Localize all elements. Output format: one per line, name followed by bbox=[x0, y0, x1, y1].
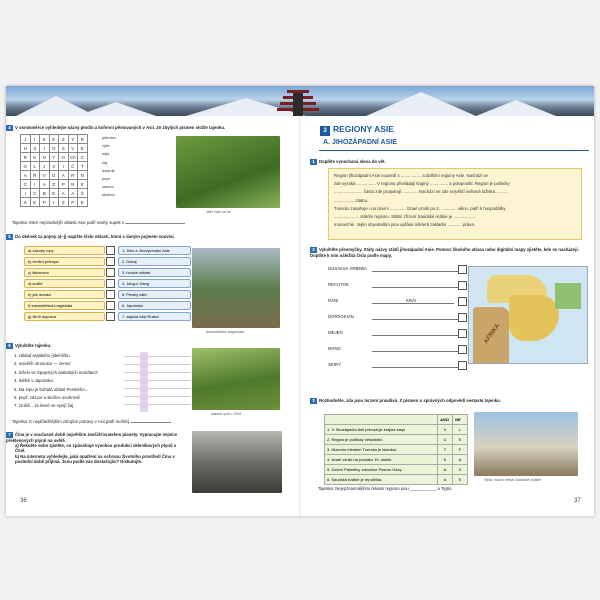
task-3 bbox=[310, 398, 590, 404]
photo-caption: sklizeň rýže v Číně bbox=[211, 412, 242, 416]
letter-cell[interactable]: E bbox=[453, 435, 468, 445]
grid-row bbox=[21, 189, 88, 198]
grid-cell: P bbox=[59, 180, 69, 189]
answer-box[interactable] bbox=[106, 279, 115, 288]
crossword-clue: 5. Na srpu je bohatá oblast Perského... bbox=[14, 386, 89, 392]
anagram-item: RÁNI bbox=[328, 298, 339, 303]
page-number-left: 36 bbox=[20, 498, 27, 504]
number-box[interactable] bbox=[458, 345, 467, 354]
grid-cell: L bbox=[30, 162, 40, 171]
riyadh-skyline-photo bbox=[474, 412, 578, 476]
grid-cell: D bbox=[49, 171, 59, 180]
grid-cell: Ť bbox=[78, 162, 88, 171]
grid-cell: S bbox=[59, 144, 69, 153]
task-instruction: Do okének za pojmy a)–j) napište číslo oblasti, která s daným pojmem souvisí. bbox=[15, 234, 175, 239]
grid-cell: J bbox=[21, 135, 31, 144]
fill-in-text-box[interactable] bbox=[328, 168, 582, 240]
fill-in-line: ..................... státům regionu. Státní zřízení Saúdské Arábie je .................. bbox=[334, 214, 475, 220]
matching-region: 6. Japonsko bbox=[118, 301, 191, 310]
crossword-clue: 6. pepř, zázvor a skořice souhrnně bbox=[14, 395, 80, 401]
grid-cell: I bbox=[30, 135, 40, 144]
anagram-item: DÚSÁKSA ÁRBEBA bbox=[328, 266, 367, 271]
textbook-spread bbox=[6, 86, 594, 516]
section-heading: A. JIHOZÁPADNÍ ASIE bbox=[319, 139, 589, 151]
number-box[interactable] bbox=[458, 329, 467, 338]
letter-cell[interactable]: K bbox=[438, 455, 453, 465]
matching-region: 7. asijská část Ruska bbox=[118, 312, 191, 321]
task-number: 3 bbox=[310, 398, 317, 404]
answer-box[interactable] bbox=[106, 246, 115, 255]
grid-cell: A bbox=[59, 189, 69, 198]
word-item: čaj bbox=[102, 159, 108, 165]
grid-cell: I bbox=[21, 189, 31, 198]
grid-cell: I bbox=[30, 180, 40, 189]
task-number: 4 bbox=[6, 125, 13, 131]
grid-cell: E bbox=[78, 144, 88, 153]
grid-cell: I bbox=[40, 144, 50, 153]
anagram-item: DORSOKIÁN bbox=[328, 314, 354, 319]
crossword-clue: 7. zrušili ...ze které se vyvíjí čaj bbox=[14, 403, 74, 409]
grid-row bbox=[21, 144, 88, 153]
task-2 bbox=[310, 247, 590, 258]
matching-region: 4. Jang-c'-ťiang bbox=[118, 279, 191, 288]
matching-term: d) izolité bbox=[24, 279, 105, 288]
crossword-clue: 1. základ asijského jídelníčku bbox=[14, 353, 70, 358]
grid-cell: E bbox=[49, 135, 59, 144]
task-instruction: Rozhodněte, zda jsou tvrzení pravdivá. Z písmen u správných odpovědí sestavte tajenku. bbox=[319, 398, 501, 403]
grid-cell: E bbox=[78, 180, 88, 189]
anagram-item: RECUTOK bbox=[328, 282, 349, 287]
rice-harvest-photo bbox=[192, 348, 280, 410]
grid-cell: A bbox=[40, 180, 50, 189]
grid-cell: Ý bbox=[68, 135, 78, 144]
true-false-table bbox=[324, 414, 468, 485]
task-4 bbox=[6, 125, 292, 131]
pollution-photo bbox=[192, 431, 282, 493]
task-4-answer: Tajenka: Mezi nejúrodnější oblasti Asie patří svahy supek v bbox=[12, 220, 292, 225]
task-3-answer: Tajenka: Nejvýznamnějšími řekami regionu jsou ___________ a Tigris. bbox=[318, 486, 453, 491]
statement-cell: 1. V Jihozápadní Asii převažuje krajina stepí. bbox=[325, 425, 438, 435]
answer-box[interactable] bbox=[106, 257, 115, 266]
word-item: pepř bbox=[102, 175, 111, 181]
letter-cell[interactable]: U bbox=[438, 435, 453, 445]
grid-cell: V bbox=[68, 144, 78, 153]
grid-cell: C bbox=[78, 153, 88, 162]
grid-cell: Z bbox=[59, 135, 69, 144]
letter-cell[interactable]: A bbox=[453, 455, 468, 465]
grid-cell: N bbox=[40, 153, 50, 162]
grid-cell: H bbox=[21, 144, 31, 153]
grid-cell: K bbox=[40, 135, 50, 144]
grid-cell: R bbox=[21, 153, 31, 162]
word-item: zázvor bbox=[102, 184, 114, 190]
task-instruction: Čína je v současné době největším znečišťovatelem planety. Vypracujte nejvíce překlenových plynů na světě. bbox=[6, 432, 178, 443]
grid-cell: I bbox=[49, 198, 59, 207]
grid-cell: S bbox=[30, 144, 40, 153]
grid-cell: O bbox=[49, 144, 59, 153]
task-number: 6 bbox=[6, 343, 13, 349]
statement-cell: 5. Území Palestiny zaloužne Pásmo Gazy. bbox=[325, 465, 438, 475]
table-row bbox=[325, 445, 468, 455]
word-item: skořice bbox=[102, 192, 115, 198]
letter-cell[interactable]: A bbox=[438, 465, 453, 475]
crossword-clue: 2. největší otrovnice — zemní bbox=[14, 361, 71, 367]
task-number: 2 bbox=[310, 247, 317, 253]
grid-cell: Z bbox=[49, 180, 59, 189]
matching-region: 3. horské oblasti bbox=[118, 268, 191, 277]
table-row bbox=[325, 465, 468, 475]
crossword-grid bbox=[124, 352, 190, 412]
grid-cell: Š bbox=[78, 189, 88, 198]
grid-cell: E bbox=[78, 198, 88, 207]
number-box[interactable] bbox=[458, 313, 467, 322]
answer-box[interactable] bbox=[106, 312, 115, 321]
matching-region: 1. Jižní a Jihovýchodní Asie bbox=[118, 246, 191, 255]
task-instruction: V osmisměrce vyhledejte názvy plodin a kořenní pěstovaných v Asii. Ze zbylých písmen složte tajenku. bbox=[15, 125, 226, 130]
word-list bbox=[102, 134, 116, 200]
grid-cell: C bbox=[30, 189, 40, 198]
grid-cell: S bbox=[21, 198, 31, 207]
crossword-clues bbox=[14, 352, 98, 411]
page-number-right: 37 bbox=[574, 498, 581, 504]
grid-row bbox=[21, 180, 88, 189]
answer-line[interactable] bbox=[372, 335, 462, 336]
number-box[interactable] bbox=[458, 265, 467, 274]
grid-cell: C bbox=[21, 180, 31, 189]
grid-cell: R bbox=[78, 135, 88, 144]
fill-in-line: zde vysoká ................ V regionu převládají krajiny ............... a polopouští. Region je politicky bbox=[334, 181, 510, 187]
grid-cell: V bbox=[40, 171, 50, 180]
grid-cell: R bbox=[68, 171, 78, 180]
grid-cell: N bbox=[68, 180, 78, 189]
table-row bbox=[325, 435, 468, 445]
grid-cell: I bbox=[59, 162, 69, 171]
photo-caption: transsibiřská magistrála bbox=[206, 330, 244, 334]
answer-line[interactable] bbox=[372, 287, 462, 288]
map-label-africa: AFRIKA bbox=[483, 322, 502, 346]
chapter-heading: 3 REGIONY ASIE bbox=[320, 124, 394, 136]
letter-cell[interactable]: L bbox=[453, 425, 468, 435]
answer-line[interactable] bbox=[372, 271, 462, 272]
task-instruction: Vyluštěte přesmyčky. Státy názvy států jihozápadní Asie. Pomocí školního atlasu nebo digitální mapy zjistěte, kde se nacházejí. Doplňte k nim náležitá čísla podle mapy. bbox=[310, 247, 579, 258]
header-cell bbox=[325, 415, 438, 425]
task-7b: b) Na internetu vyhledejte, jaká opatření na ochranu životního prostředí Čína v poslední době přijímá. Jsou podle vás dostačující? Diskutujte. bbox=[15, 453, 175, 464]
answer-line[interactable] bbox=[372, 303, 426, 304]
fill-in-line: ........................ často zde propukají ............. Nachází se zde největší světová ložiska .......... bbox=[334, 189, 509, 195]
statement-cell: 4. Izrael vznikl na počátku 19. století. bbox=[325, 455, 438, 465]
grid-row bbox=[21, 162, 88, 171]
word-item: bavlník bbox=[102, 167, 115, 173]
table-row bbox=[325, 455, 468, 465]
grid-cell: Ř bbox=[30, 171, 40, 180]
middle-east-map bbox=[468, 266, 588, 364]
photo-caption: Rijád, hlavní město Saúdské Arábie bbox=[484, 478, 541, 482]
number-box[interactable] bbox=[458, 361, 467, 370]
fill-in-line: monarchie. Jejím obyvatelům jsou upřána některá základní ............ práva. bbox=[334, 222, 475, 228]
number-box[interactable] bbox=[458, 297, 467, 306]
anagram-item: MÁNO bbox=[328, 346, 341, 351]
letter-cell[interactable]: V bbox=[438, 425, 453, 435]
grid-cell: O bbox=[21, 162, 31, 171]
fill-in-line: Turecko zasahuje i na území ............. Izrael vznikl po 2. ............. válce, patří k hospodářky bbox=[334, 205, 506, 211]
page-gutter bbox=[299, 116, 301, 516]
letter-cell[interactable]: X bbox=[453, 465, 468, 475]
tea-picking-photo bbox=[176, 136, 280, 208]
grid-cell: P bbox=[68, 198, 78, 207]
letter-cell[interactable]: F bbox=[453, 445, 468, 455]
answer-line[interactable] bbox=[372, 367, 462, 368]
grid-cell: Y bbox=[49, 153, 59, 162]
task-7a: a) Řekněte nebo zjistěte, co způsobuje vysokou produkci skleníkových plynů v Číně. bbox=[15, 443, 177, 454]
answer-line[interactable] bbox=[372, 351, 462, 352]
task-6 bbox=[6, 343, 206, 349]
table-header-row bbox=[325, 415, 468, 425]
grid-cell: E bbox=[49, 189, 59, 198]
grid-cell: Č bbox=[68, 162, 78, 171]
anagram-item: SEIRÝ bbox=[328, 362, 341, 367]
letter-cell[interactable]: T bbox=[438, 445, 453, 455]
matching-term: b) textilní průmysl bbox=[24, 257, 105, 266]
grid-cell: B bbox=[40, 189, 50, 198]
task-instruction: Vyluštěte tajenku. bbox=[15, 343, 52, 348]
matching-term: f) transsibiřská magistrála bbox=[24, 301, 105, 310]
matching-term: a) zásoby ropy bbox=[24, 246, 105, 255]
grid-row bbox=[21, 135, 88, 144]
task-1 bbox=[310, 159, 590, 165]
anagram-item: MEJEN bbox=[328, 330, 343, 335]
word-search-grid bbox=[20, 134, 88, 207]
task-6-answer: Tajenka: K nejdůležitějším zdrojům potravy v Asii patří mořský bbox=[12, 419, 292, 424]
mountain-banner-image bbox=[6, 86, 594, 116]
anagram-item: KRÁI bbox=[406, 298, 417, 303]
statement-cell: 6. Saúdská Arábie je republika. bbox=[325, 475, 438, 485]
grid-cell: J bbox=[40, 162, 50, 171]
task-5 bbox=[6, 234, 292, 240]
answer-box[interactable] bbox=[106, 301, 115, 310]
grid-cell: A bbox=[68, 189, 78, 198]
answer-line[interactable] bbox=[372, 319, 462, 320]
crossword-clue: 4. letiště v Japonsku bbox=[14, 378, 53, 384]
fill-in-line: ................. zlatnu. bbox=[334, 197, 369, 203]
grid-cell: A bbox=[21, 171, 31, 180]
word-item: pšenice bbox=[102, 135, 116, 140]
letter-cell[interactable]: E bbox=[453, 475, 468, 485]
task-number: 7 bbox=[6, 432, 13, 438]
number-box[interactable] bbox=[458, 281, 467, 290]
task-number: 5 bbox=[6, 234, 13, 240]
grid-cell: E bbox=[30, 198, 40, 207]
crossword-solution-column bbox=[140, 352, 148, 412]
matching-term: e) jak domácí bbox=[24, 290, 105, 299]
grid-cell: Z bbox=[59, 198, 69, 207]
grid-cell: A bbox=[59, 171, 69, 180]
word-item: rýže bbox=[102, 143, 110, 149]
matching-term: c) širkanson bbox=[24, 268, 105, 277]
grid-row bbox=[21, 171, 88, 180]
statement-cell: 3. Hlavním městem Turecka je Istanbul. bbox=[325, 445, 438, 455]
matching-region: 2. Dubaj bbox=[118, 257, 191, 266]
table-row bbox=[325, 425, 468, 435]
answer-box[interactable] bbox=[106, 290, 115, 299]
grid-cell: N bbox=[78, 171, 88, 180]
fill-in-line: Region jihozápadní Asie sousedí s ................. a dalšími regiony Asie. Nachází se bbox=[334, 173, 489, 178]
task-instruction: Doplňte vynechaná slova do vět. bbox=[319, 159, 386, 164]
header-cell: NE bbox=[453, 415, 468, 425]
answer-line[interactable] bbox=[424, 303, 454, 304]
pagoda-icon bbox=[276, 88, 320, 116]
matching-region: 5. Perský záliv bbox=[118, 290, 191, 299]
grid-cell: K bbox=[30, 153, 40, 162]
grid-cell: P bbox=[40, 198, 50, 207]
task-7 bbox=[6, 432, 186, 464]
grid-row bbox=[21, 153, 88, 162]
grid-cell: X bbox=[49, 162, 59, 171]
crossword-clue: 3. leželo ve Spojených arabských emirátech bbox=[14, 369, 98, 375]
answer-box[interactable] bbox=[106, 268, 115, 277]
matching-term: g) filmů doprava bbox=[24, 312, 105, 321]
railway-photo bbox=[192, 248, 280, 328]
header-cell: ANO bbox=[438, 415, 453, 425]
table-row bbox=[325, 475, 468, 485]
photo-caption: sběr čaje na Srí bbox=[206, 210, 232, 214]
statement-cell: 2. Region je politicky nestabilní. bbox=[325, 435, 438, 445]
grid-cell: Ch bbox=[69, 154, 76, 160]
grid-row bbox=[21, 198, 88, 207]
grid-cell: O bbox=[59, 153, 69, 162]
word-item: sója bbox=[102, 151, 110, 157]
task-number: 1 bbox=[310, 159, 317, 165]
letter-cell[interactable]: A bbox=[438, 475, 453, 485]
